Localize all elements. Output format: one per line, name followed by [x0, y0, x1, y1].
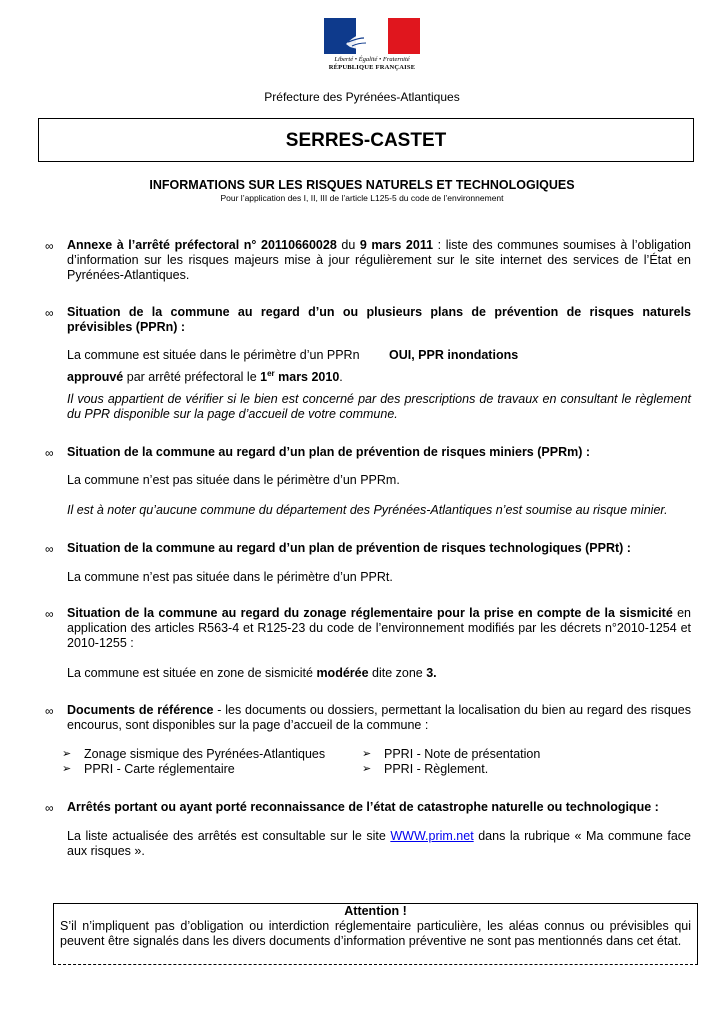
- arrow-bullet-icon: ➢: [362, 763, 372, 775]
- arrow-bullet-icon: ➢: [362, 748, 372, 760]
- arrow-bullet-icon: ➢: [62, 763, 72, 775]
- sismicite-heading: Situation de la commune au regard du zonage réglementaire pour la prise en compte de la sismicité: [67, 606, 673, 620]
- section-sismicite: Situation de la commune au regard du zonage réglementaire pour la prise en compte de la sismicité en application des articles R563-4 et R125-23 du code de l’environnement modifiés par les décrets n°2010-1254 et 2010-1255 :: [67, 606, 691, 650]
- list-item: [62, 747, 662, 762]
- republique-logo: [322, 18, 422, 72]
- documents-heading: Documents de référence: [67, 703, 214, 717]
- pprn-note: Il vous appartient de vérifier si le bien est concerné par des prescriptions de travaux en consultant le règlement du PPR disponible sur la page d’accueil de votre commune.: [67, 392, 691, 421]
- prefecture-name: Préfecture des Pyrénées-Atlantiques: [264, 90, 460, 104]
- annexe-date: 9 mars 2011: [359, 238, 434, 252]
- sismicite-line: La commune est située en zone de sismicité modérée dite zone 3.: [67, 666, 437, 680]
- section-documents: Documents de référence - les documents ou dossiers, permettant la localisation du bien au regard des risques encourus, sont disponibles sur la page d’accueil de la commune :: [67, 703, 691, 732]
- pprn-heading: Situation de la commune au regard d’un ou plusieurs plans de prévention de risques naturels prévisibles (PPRn) :: [67, 305, 691, 334]
- bullet-icon: ∞: [45, 239, 54, 253]
- list-item: [62, 762, 662, 777]
- pprn-approval-date: 1er mars 2010: [260, 368, 340, 384]
- bullet-icon: ∞: [45, 704, 54, 718]
- document-item: PPRI - Note de présentation: [384, 747, 541, 761]
- documents-list: [62, 747, 662, 777]
- catnat-heading: Arrêtés portant ou ayant porté reconnaissance de l’état de catastrophe naturelle ou technologique :: [67, 800, 659, 814]
- republic-label: RÉPUBLIQUE FRANÇAISE: [328, 64, 416, 71]
- pprt-heading: Situation de la commune au regard d’un plan de prévention de risques technologiques (PPRt) :: [67, 541, 631, 555]
- marianne-profile-icon: [344, 24, 384, 52]
- pprm-line: La commune n’est pas située dans le périmètre d’un PPRm.: [67, 473, 400, 487]
- attention-text: S’il n’impliquent pas d’obligation ou interdiction réglementaire particulière, les aléas connus ou prévisibles qui peuvent être signalés dans les divers documents d’information préventive ne sont pas mentionnés dans cet état.: [60, 919, 691, 948]
- attention-heading: Attention !: [344, 904, 407, 918]
- document-title: INFORMATIONS SUR LES RISQUES NATURELS ET TECHNOLOGIQUES: [149, 178, 575, 192]
- pprt-line: La commune n’est pas située dans le périmètre d’un PPRt.: [67, 570, 393, 584]
- section-pprn: [67, 305, 691, 335]
- motto: Liberté • Égalité • Fraternité: [334, 56, 410, 63]
- document-item: Zonage sismique des Pyrénées-Atlantiques: [84, 747, 326, 761]
- commune-title-box: [38, 118, 694, 162]
- sismicite-zone: 3.: [426, 666, 437, 680]
- annexe-reference: Annexe à l’arrêté préfectoral n° 20110660028: [67, 238, 337, 252]
- pprm-note: Il est à noter qu’aucune commune du département des Pyrénées-Atlantiques n’est soumise au risque minier.: [67, 503, 668, 517]
- arrow-bullet-icon: ➢: [62, 748, 72, 760]
- tricolor-flag-icon: [324, 18, 420, 54]
- bullet-icon: ∞: [45, 446, 54, 460]
- attention-box: [53, 903, 698, 965]
- pprn-line: La commune est située dans le périmètre d’un PPRn: [67, 348, 360, 362]
- bullet-icon: ∞: [45, 607, 54, 621]
- bullet-icon: ∞: [45, 801, 54, 815]
- pprm-heading: Situation de la commune au regard d’un plan de prévention de risques miniers (PPRm) :: [67, 445, 591, 459]
- bullet-icon: ∞: [45, 542, 54, 556]
- section-annexe: Annexe à l’arrêté préfectoral n° 20110660028 du 9 mars 2011 : liste des communes soumises à l’obligation d’information sur les risques majeurs mise à jour régulièrement sur le site internet des services de l’État en Pyrénées-Atlantiques.: [67, 238, 691, 282]
- document-item: PPRI - Carte réglementaire: [84, 762, 235, 776]
- commune-title: SERRES-CASTET: [285, 129, 447, 151]
- bullet-icon: ∞: [45, 306, 54, 320]
- document-subtitle: Pour l’application des I, II, III de l’article L125-5 du code de l’environnement: [220, 193, 504, 203]
- document-item: PPRI - Règlement.: [384, 762, 489, 776]
- catnat-text: La liste actualisée des arrêtés est consultable sur le site WWW.prim.net dans la rubrique « Ma commune face aux risques ».: [67, 829, 691, 858]
- pprn-status: OUI, PPR inondations: [389, 348, 519, 362]
- sismicite-level: modérée: [316, 666, 369, 680]
- prim-net-link[interactable]: WWW.prim.net: [390, 829, 474, 843]
